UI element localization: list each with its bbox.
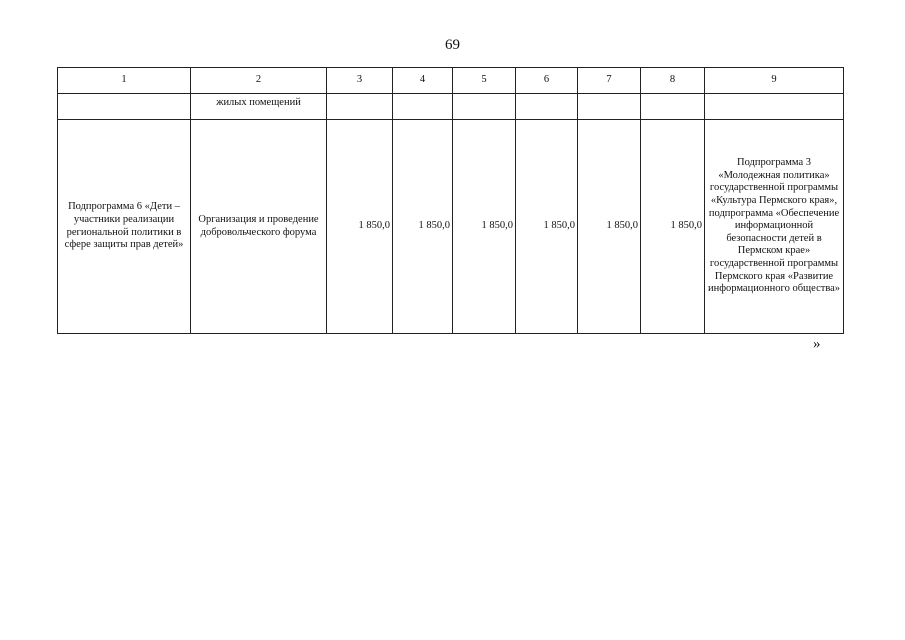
value-col-5: 1 850,0: [453, 120, 516, 334]
continuation-row: [58, 94, 844, 120]
program-table: [57, 67, 844, 334]
column-number-8: 8: [641, 68, 705, 94]
table-cell: [327, 94, 393, 120]
table-cell: [641, 94, 705, 120]
column-number-5: 5: [453, 68, 516, 94]
subprogram-name: Подпрограмма 6 «Дети – участники реализации региональной политики в сфере защиты прав детей»: [58, 120, 191, 334]
column-number-6: 6: [516, 68, 578, 94]
value-col-4: 1 850,0: [393, 120, 453, 334]
value-col-8: 1 850,0: [641, 120, 705, 334]
table-cell: [393, 94, 453, 120]
column-number-2: 2: [191, 68, 327, 94]
page-number: 69: [445, 37, 460, 53]
table-header-row: [58, 68, 844, 94]
table-cell: [516, 94, 578, 120]
column-number-4: 4: [393, 68, 453, 94]
column-number-1: 1: [58, 68, 191, 94]
closing-quote: »: [813, 336, 821, 352]
column-number-7: 7: [578, 68, 641, 94]
continuation-activity-text: жилых помещений: [191, 94, 327, 120]
column-number-9: 9: [705, 68, 844, 94]
activity-name: Организация и проведение добровольческого форума: [191, 120, 327, 334]
column-number-3: 3: [327, 68, 393, 94]
value-col-3: 1 850,0: [327, 120, 393, 334]
table-cell: [705, 94, 844, 120]
value-col-7: 1 850,0: [578, 120, 641, 334]
value-col-6: 1 850,0: [516, 120, 578, 334]
table-cell: [453, 94, 516, 120]
table-cell: [578, 94, 641, 120]
related-program: Подпрограмма 3 «Молодежная политика» государственной программы «Культура Пермского края», подпрограмма «Обеспечение информационной безопасности детей в Пермском крае» государственной программы Пермского края «Развитие информационного общества»: [705, 120, 844, 334]
table-cell: [58, 94, 191, 120]
table-row: [58, 120, 844, 334]
